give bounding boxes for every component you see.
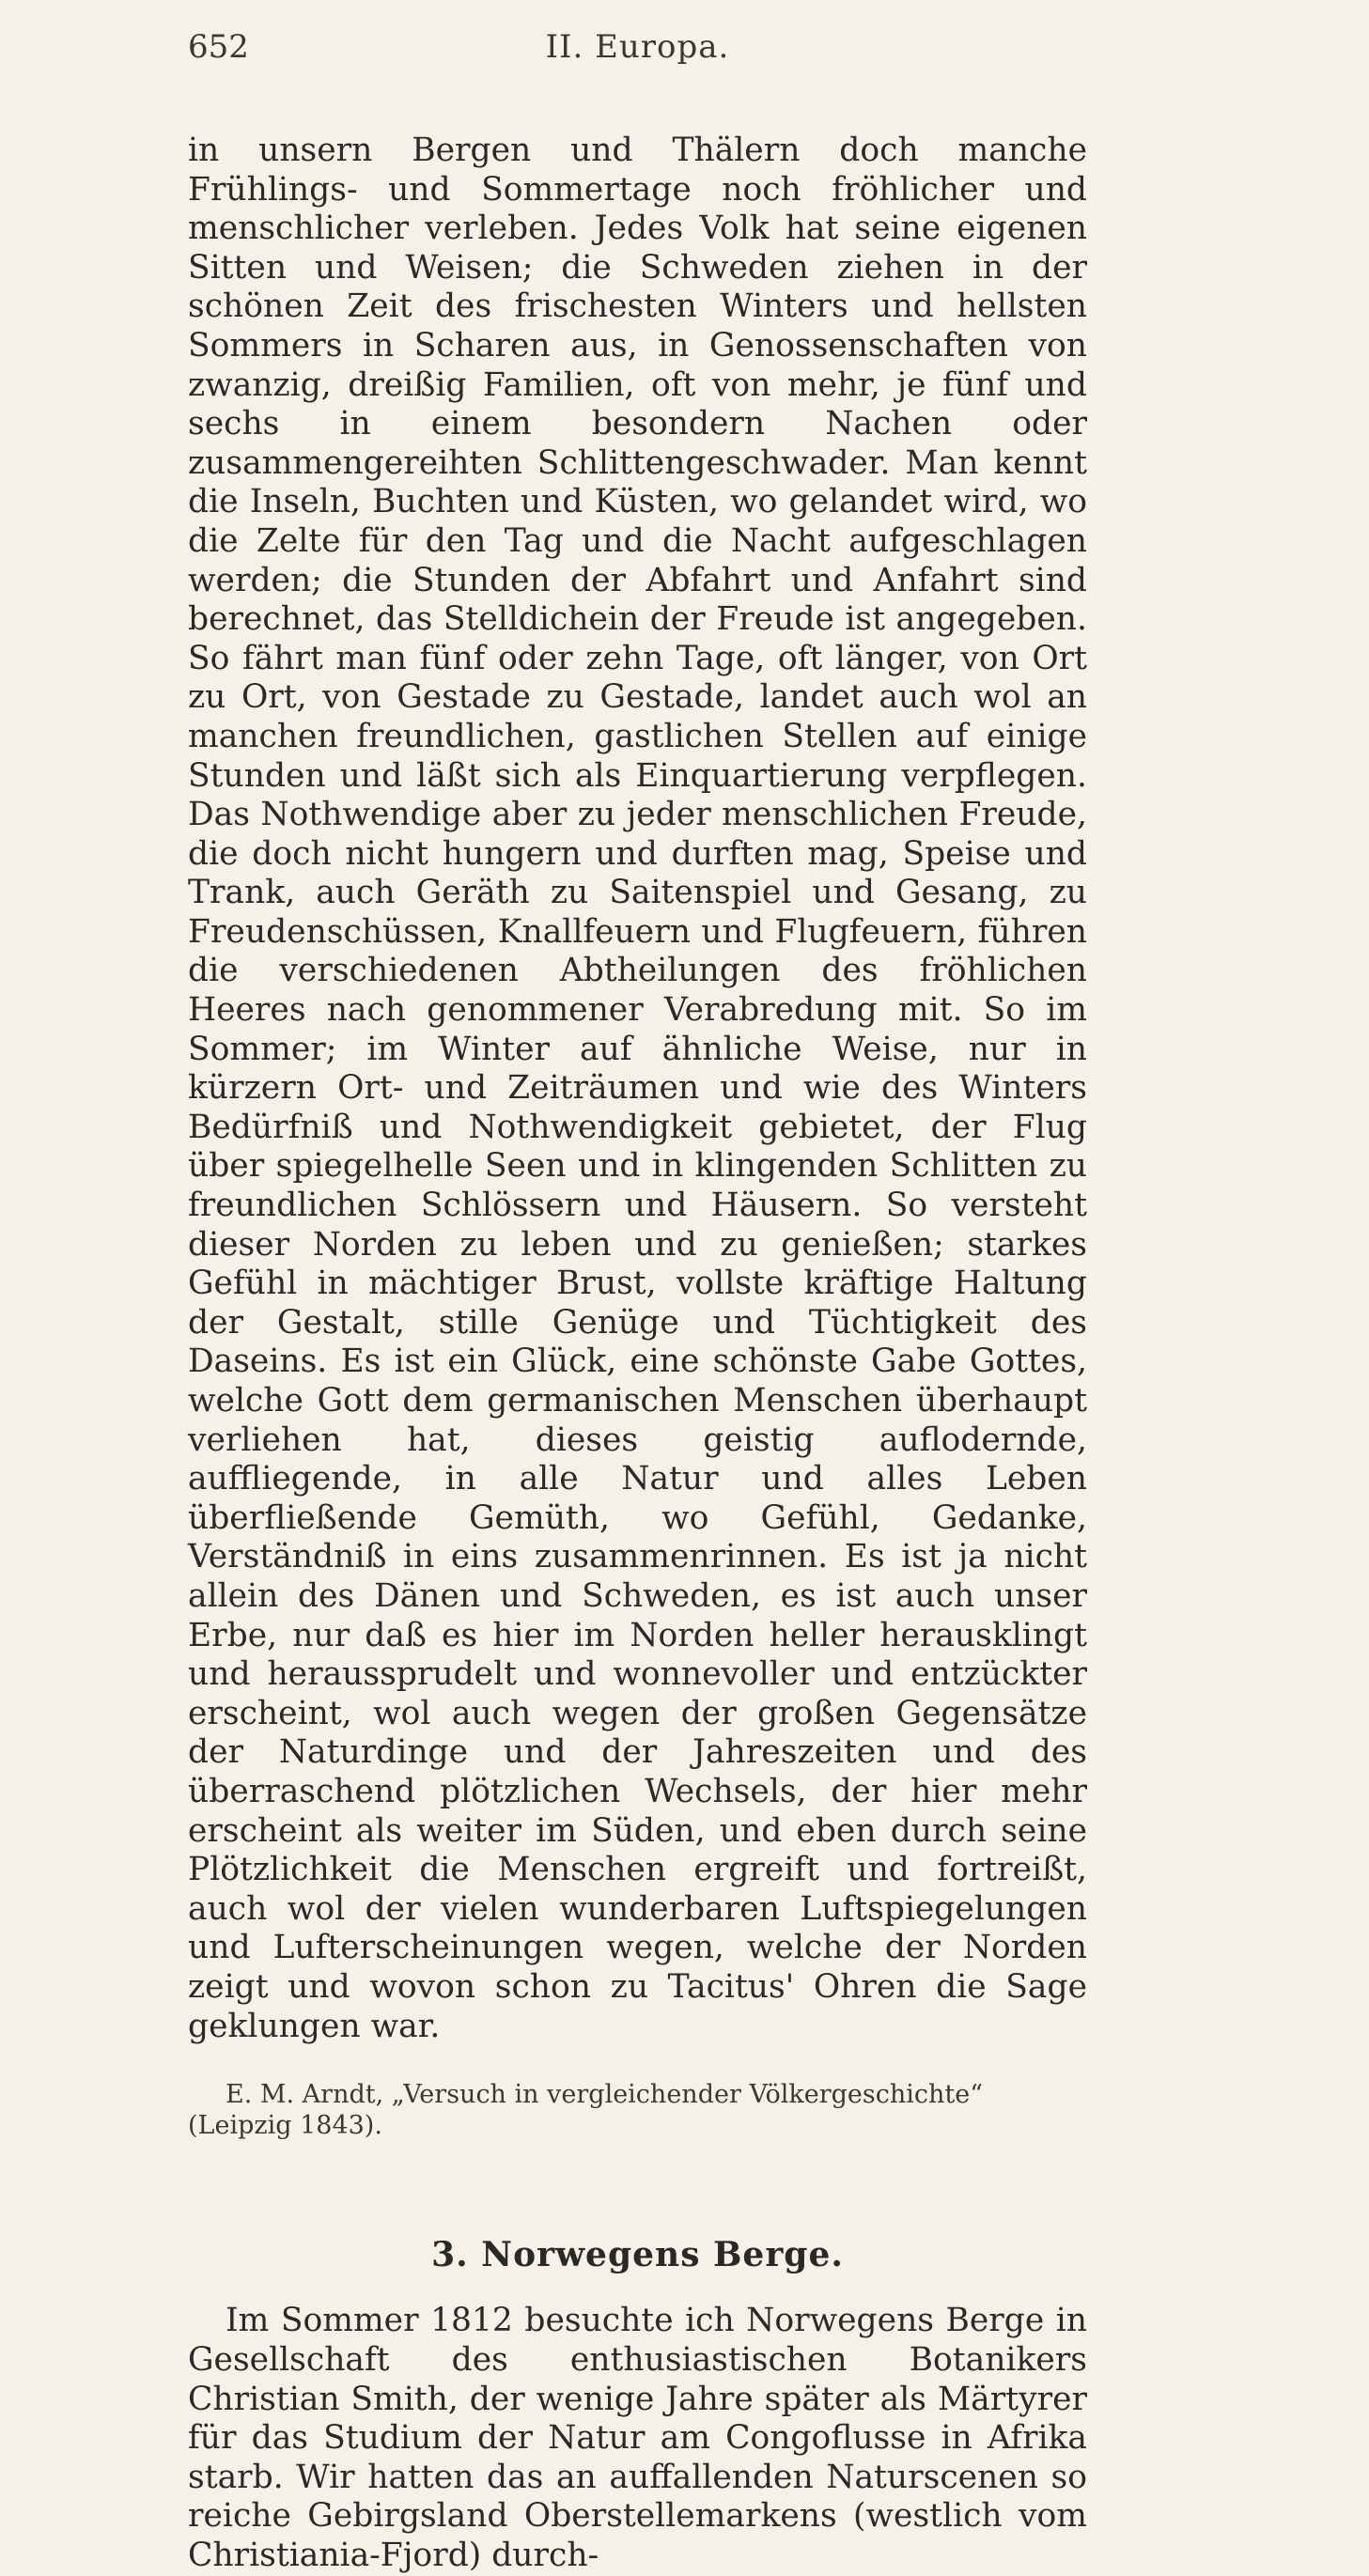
section-heading: 3. Norwegens Berge.: [431, 2234, 844, 2274]
section-paragraph: Im Sommer 1812 besuchte ich Norwegens Berge in Gesellschaft des enthusiastischen Botanikers Christian Smith, der wenige Jahre später als Märtyrer für das Studium der Natur am Congoflusse in Afrika starb. Wir hatten das an auffallenden Naturscenen so reiche Gebirgsland Oberstellemarkens (westlich vom Christiania-Fjord) durch-: [188, 2302, 1087, 2575]
main-paragraph: in unsern Bergen und Thälern doch manche Frühlings- und Sommertage noch fröhlicher und menschlicher verleben. Jedes Volk hat seine eigenen Sitten und Weisen; die Schweden ziehen in der schönen Zeit des frischesten Winters und hellsten Sommers in Scharen aus, in Genossenschaften von zwanzig, dreißig Familien, oft von mehr, je fünf und sechs in einem besondern Nachen oder zusammengereihten Schlittengeschwader. Man kennt die Inseln, Buchten und Küsten, wo gelandet wird, wo die Zelte für den Tag und die Nacht aufgeschlagen werden; die Stunden der Abfahrt und Anfahrt sind berechnet, das Stelldichein der Freude ist angegeben. So fährt man fünf oder zehn Tage, oft länger, von Ort zu Ort, von Gestade zu Gestade, landet auch wol an manchen freundlichen, gastlichen Stellen auf einige Stunden und läßt sich als Einquartierung verpflegen. Das Nothwendige aber zu jeder menschlichen Freude, die doch nicht hungern und durften mag, Speise und Trank, auch Geräth zu Saitenspiel und Gesang, zu Freudenschüssen, Knallfeuern und Flugfeuern, führen die verschiedenen Abtheilungen des fröhlichen Heeres nach genommener Verabredung mit. So im Sommer; im Winter auf ähnliche Weise, nur in kürzern Ort- und Zeiträumen und wie des Winters Bedürfniß und Nothwendigkeit gebietet, der Flug über spiegelhelle Seen und in klingenden Schlitten zu freundlichen Schlössern und Häusern. So versteht dieser Norden zu leben und zu genießen; starkes Gefühl in mächtiger Brust, vollste kräftige Haltung der Gestalt, stille Genüge und Tüchtigkeit des Daseins. Es ist ein Glück, eine schönste Gabe Gottes, welche Gott dem germanischen Menschen überhaupt verliehen hat, dieses geistig auflodernde, auffliegende, in alle Natur und alles Leben überfließende Gemüth, wo Gefühl, Gedanke, Verständniß in eins zusammenrinnen. Es ist ja nicht allein des Dänen und Schweden, es ist auch unser Erbe, nur daß es hier im Norden heller herausklingt und heraussprudelt und wonnevoller und entzückter erscheint, wol auch wegen der großen Gegensätze der Naturdinge und der Jahreszeiten und des überraschend plötzlichen Wechsels, der hier mehr erscheint als weiter im Süden, und eben durch seine Plötzlichkeit die Menschen ergreift und fortreißt, auch wol der vielen wunderbaren Luftspiegelungen und Lufterscheinungen wegen, welche der Norden zeigt und wovon schon zu Tacitus' Ohren die Sage geklungen war.: [188, 132, 1087, 2045]
running-title: II. Europa.: [545, 28, 730, 66]
source-citation: E. M. Arndt, „Versuch in vergleichender Völkergeschichte“ (Leipzig 1843).: [188, 2079, 984, 2140]
page-number: 652: [188, 28, 249, 66]
page-header: [188, 28, 1087, 98]
